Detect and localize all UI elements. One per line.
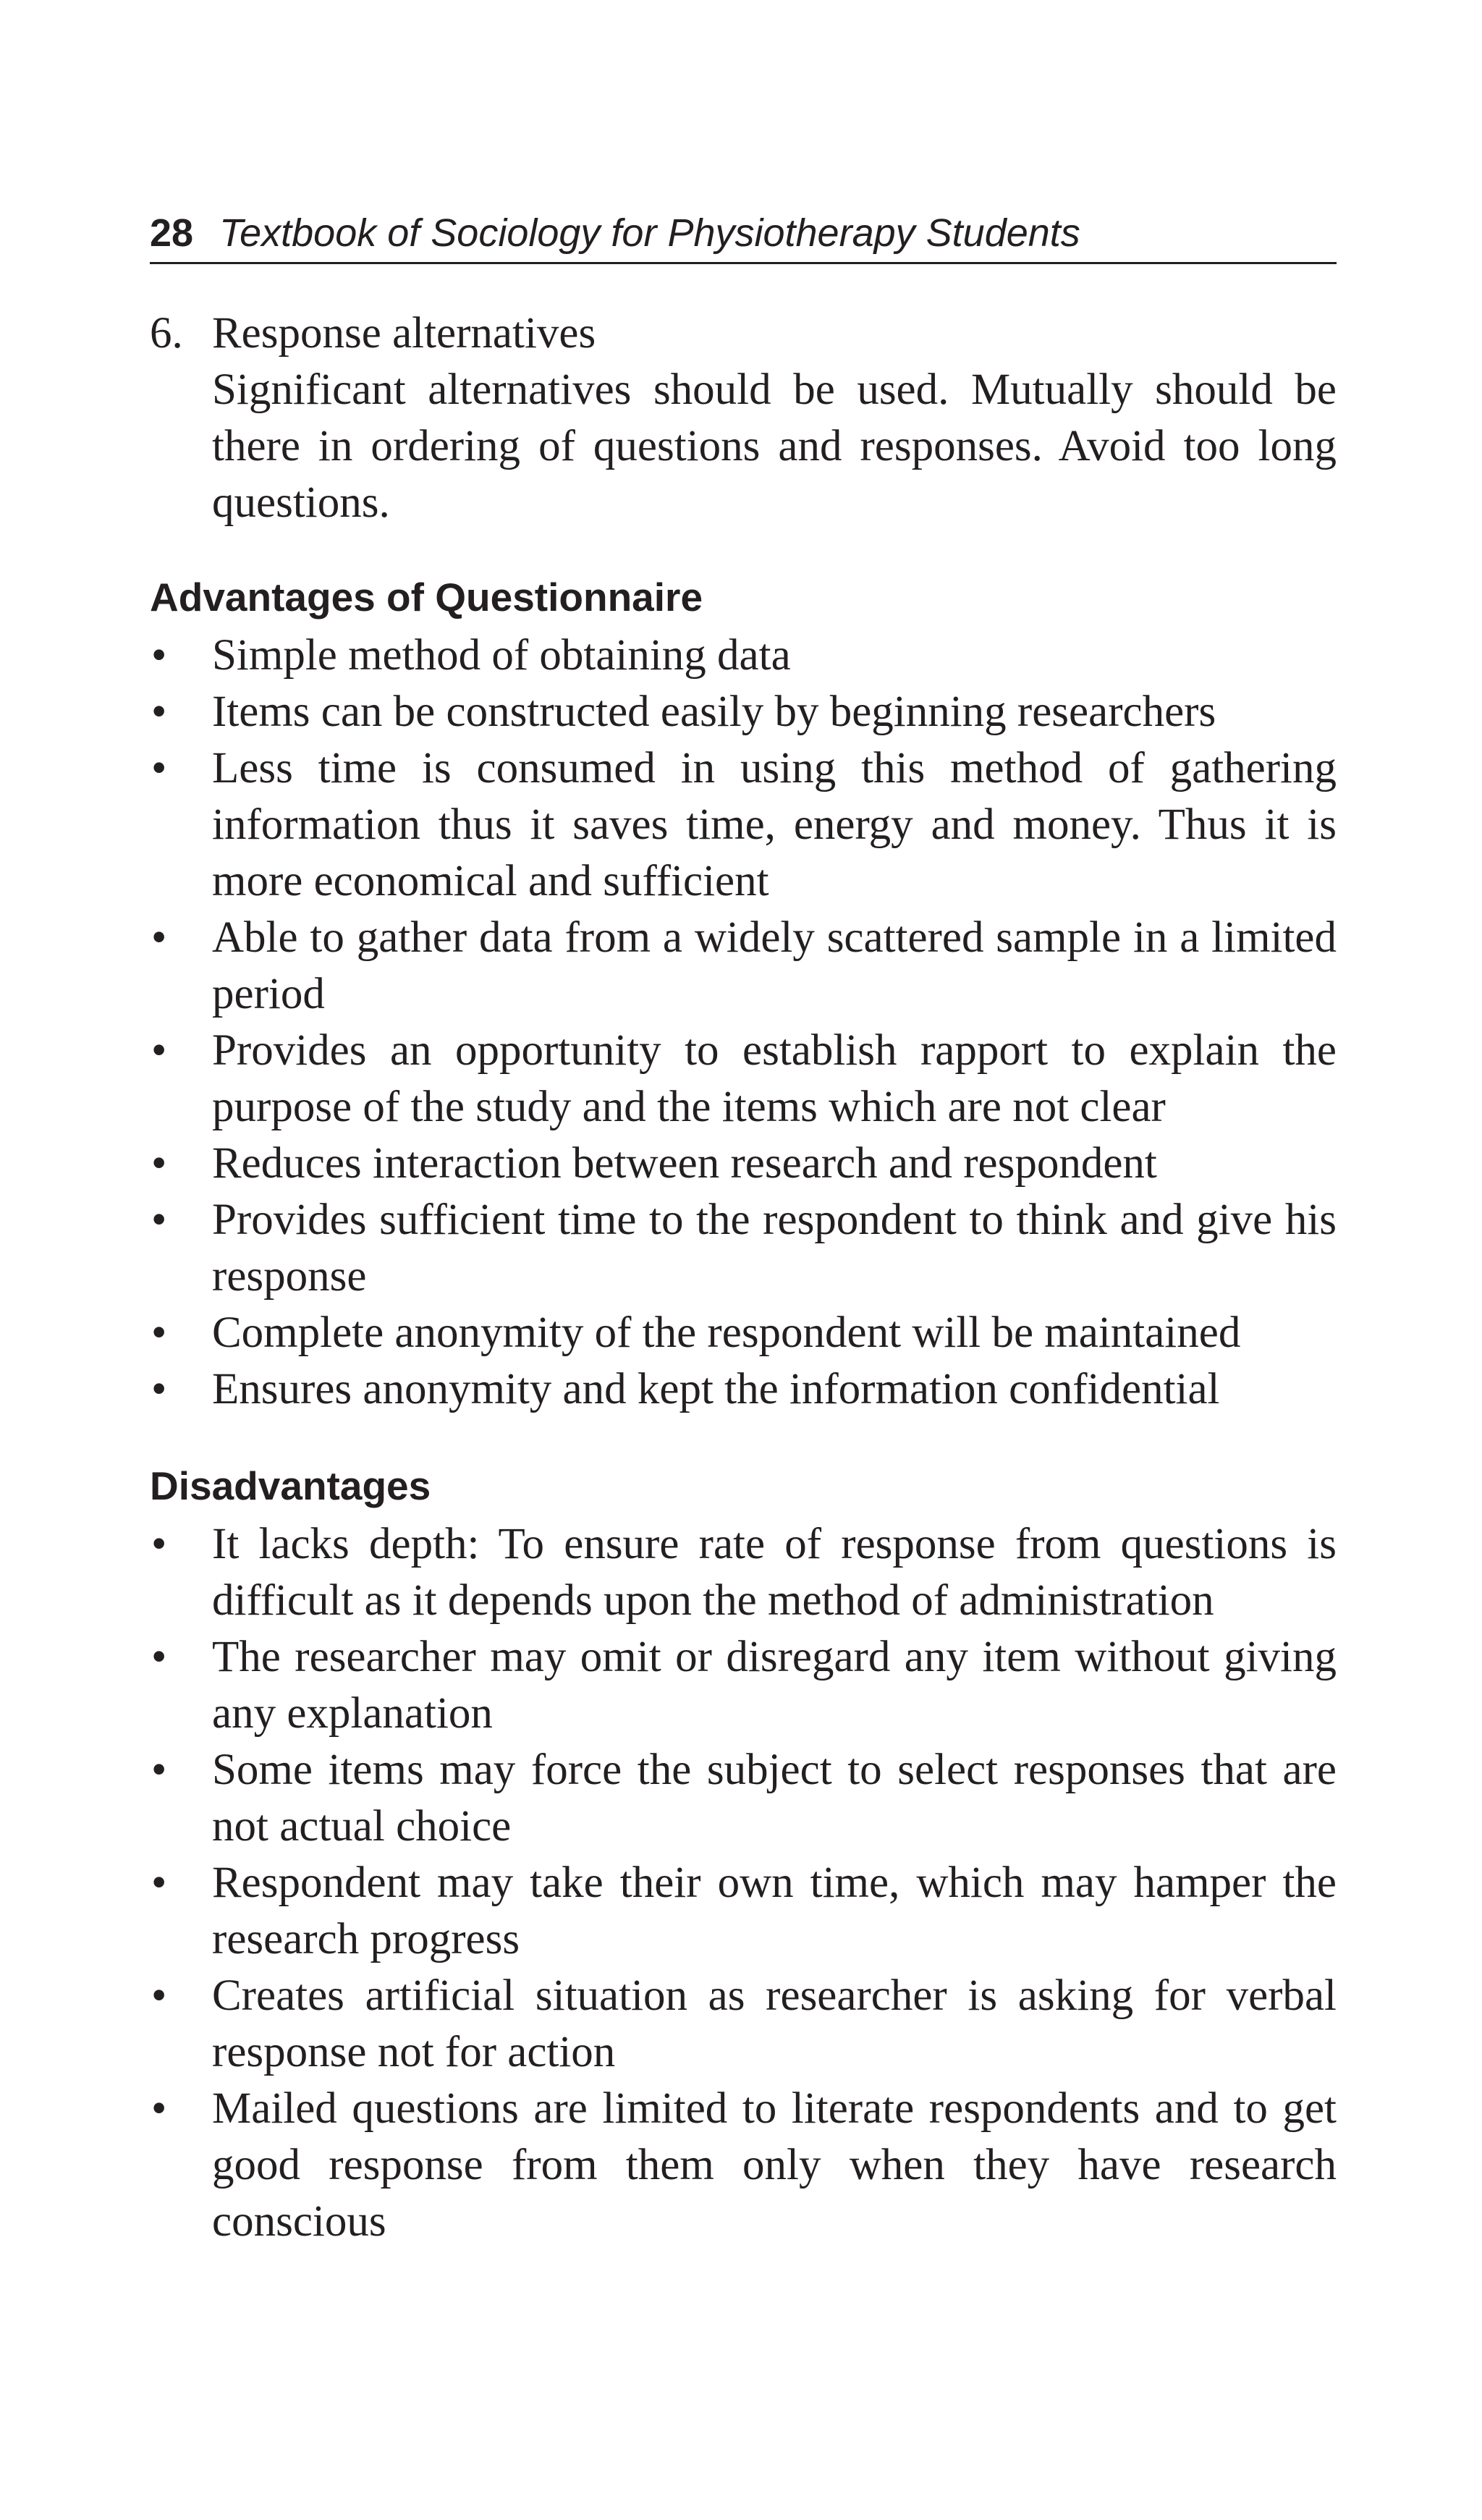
list-item-text: Less time is consumed in using this method of gathering information thus it saves time, energy and money. Thus it is more economical and sufficient	[212, 744, 1337, 905]
list-item-text: Mailed questions are limited to literate respondents and to get good response from them only when they have research conscious	[212, 2084, 1337, 2246]
bullet-icon: •	[151, 1520, 167, 1568]
book-page	[150, 210, 1337, 2250]
bullet-icon: •	[151, 1971, 167, 2020]
bullet-icon: •	[151, 631, 167, 680]
bullet-icon: •	[151, 1026, 167, 1075]
list-item	[150, 1192, 1337, 1305]
running-head	[150, 210, 1337, 264]
list-item	[150, 1629, 1337, 1742]
numbered-item-6	[150, 305, 1337, 531]
list-item-text: Items can be constructed easily by beginning researchers	[212, 688, 1216, 736]
list-item	[150, 1742, 1337, 1855]
list-item	[150, 684, 1337, 740]
list-item-text: Able to gather data from a widely scattered sample in a limited period	[212, 913, 1337, 1018]
list-item	[150, 1361, 1337, 1418]
list-item-text: Provides an opportunity to establish rapport to explain the purpose of the study and the items which are not clear	[212, 1026, 1337, 1131]
list-item-text: The researcher may omit or disregard any item without giving any explanation	[212, 1633, 1337, 1738]
list-item	[150, 1855, 1337, 1968]
list-item	[150, 740, 1337, 910]
advantages-list	[150, 627, 1337, 1418]
list-item	[150, 1305, 1337, 1361]
item-number: 6.	[150, 309, 183, 358]
bullet-icon: •	[151, 1859, 167, 1907]
bullet-icon: •	[151, 913, 167, 962]
bullet-icon: •	[151, 1196, 167, 1244]
page-number: 28	[150, 211, 194, 255]
list-item-text: Complete anonymity of the respondent will be maintained	[212, 1308, 1241, 1357]
bullet-icon: •	[151, 1746, 167, 1794]
bullet-icon: •	[151, 744, 167, 792]
bullet-icon: •	[151, 688, 167, 736]
bullet-icon: •	[151, 1365, 167, 1413]
list-item	[150, 910, 1337, 1023]
list-item	[150, 1023, 1337, 1136]
list-item-text: Provides sufficient time to the respondent to think and give his response	[212, 1196, 1337, 1301]
list-item-text: Simple method of obtaining data	[212, 631, 791, 680]
advantages-heading: Advantages of Questionnaire	[150, 575, 703, 620]
bullet-icon: •	[151, 1308, 167, 1357]
bullet-icon: •	[151, 2084, 167, 2133]
disadvantages-list	[150, 1516, 1337, 2250]
list-item	[150, 627, 1337, 684]
bullet-icon: •	[151, 1139, 167, 1188]
item-text: Significant alternatives should be used. Mutually should be there in ordering of questions and responses. Avoid too long questions.	[212, 365, 1337, 527]
book-title: Textbook of Sociology for Physiotherapy Students	[219, 211, 1080, 255]
list-item-text: Creates artificial situation as researcher is asking for verbal response not for action	[212, 1971, 1337, 2076]
list-item	[150, 2081, 1337, 2250]
item-title: Response alternatives	[212, 309, 596, 358]
list-item	[150, 1136, 1337, 1192]
item-content	[212, 305, 1337, 531]
list-item-text: Some items may force the subject to select responses that are not actual choice	[212, 1746, 1337, 1851]
disadvantages-heading: Disadvantages	[150, 1463, 431, 1508]
list-item-text: It lacks depth: To ensure rate of response from questions is difficult as it depends upon the method of administration	[212, 1520, 1337, 1625]
bullet-icon: •	[151, 1633, 167, 1681]
list-item-text: Ensures anonymity and kept the information confidential	[212, 1365, 1220, 1413]
list-item-text: Respondent may take their own time, which may hamper the research progress	[212, 1859, 1337, 1963]
list-item	[150, 1516, 1337, 1629]
list-item-text: Reduces interaction between research and respondent	[212, 1139, 1157, 1188]
list-item	[150, 1968, 1337, 2081]
